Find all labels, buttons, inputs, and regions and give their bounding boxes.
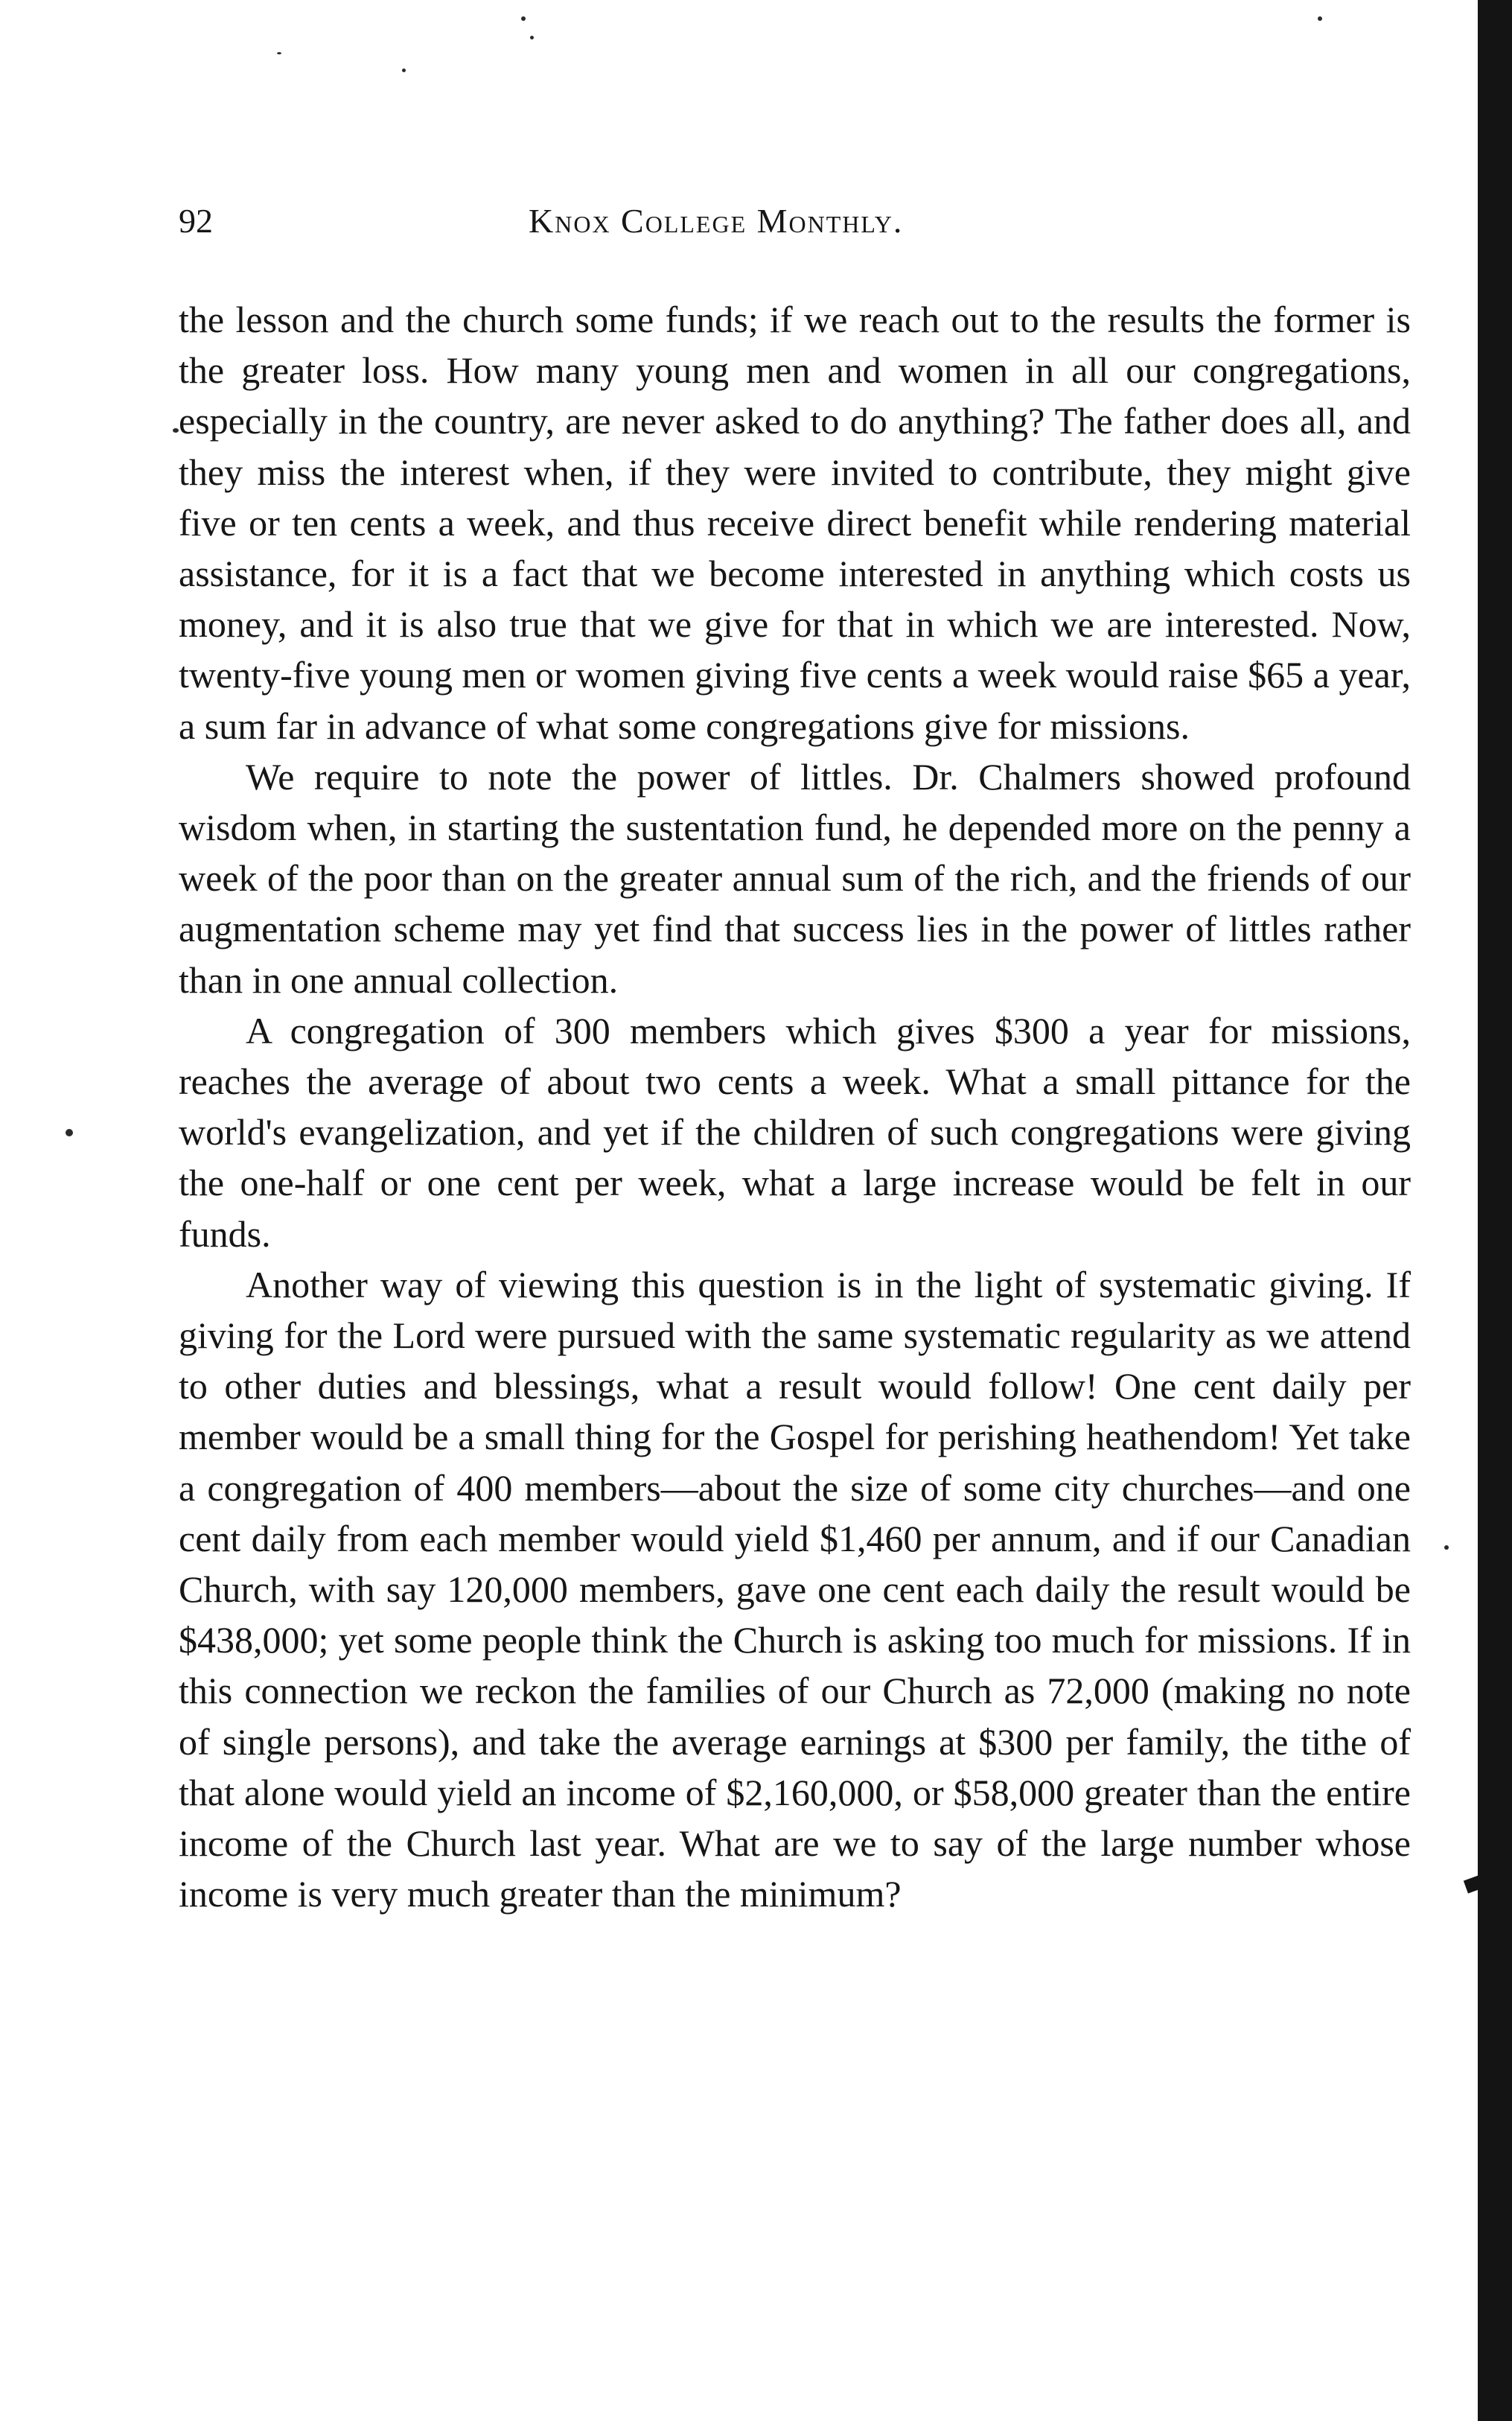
body-text (179, 294, 1411, 1920)
paragraph-4: Another way of viewing this question is in the light of systematic giving. If giving for the Lord were pursued with the same systematic regularity as we attend to other duties and blessings, what a result would follow! One cent daily per member would be a small thing for the Gospel for perishing heathendom! Yet take a congregation of 400 members—about the size of some city churches—and one cent daily from each member would yield $1,460 per annum, and if our Canadian Church, with say 120,000 members, gave one cent each daily the result would be $438,000; yet some people think the Church is asking too much for missions. If in this connection we reckon the families of our Church as 72,000 (making no note of single persons), and take the average earnings at $300 per family, the tithe of that alone would yield an income of $2,160,000, or $58,000 greater than the entire income of the Church last year. What are we to say of the large number whose income is very much greater than the minimum? (179, 1263, 1411, 1915)
scan-speck (1318, 16, 1322, 21)
scan-speck (1444, 1545, 1449, 1550)
paragraph-3: A congregation of 300 members which gives $300 a year for missions, reaches the average of about two cents a week. What a small pittance for the world's evangelization, and yet if the children of such congregations were giving the one-half or one cent per week, what a large increase would be felt in our funds. (179, 1009, 1411, 1255)
scan-speck (66, 1129, 73, 1136)
paragraph-2: We require to note the power of littles. Dr. Chalmers showed profound wisdom when, in starting the sustentation fund, he depended more on the penny a week of the poor than on the greater annual sum of the rich, and the friends of our augmentation scheme may yet find that success lies in the power of littles rather than in one annual collection. (179, 755, 1411, 1001)
scan-speck (402, 69, 406, 72)
scan-speck (521, 16, 526, 21)
scanned-page-edge (1478, 0, 1512, 2421)
page-number: 92 (179, 202, 213, 240)
scan-speck (277, 52, 281, 54)
running-title: Knox College Monthly. (529, 202, 904, 240)
scan-speck (173, 428, 179, 433)
paragraph-1: the lesson and the church some funds; if we reach out to the results the former is the greater loss. How many young men and women in all our congregations, especially in the country, are never asked to do anything? The father does all, and they miss the interest when, if they were invited to contribute, they might give five or ten cents a week, and thus receive direct benefit while rendering material assistance, for it is a fact that we become interested in anything which costs us money, and it is also true that we give for that in which we are interested. Now, twenty-five young men or women giving five cents a week would raise $65 a year, a sum far in advance of what some congregations give for missions. (179, 299, 1411, 747)
page-header (179, 195, 1414, 247)
scan-speck (530, 36, 534, 39)
